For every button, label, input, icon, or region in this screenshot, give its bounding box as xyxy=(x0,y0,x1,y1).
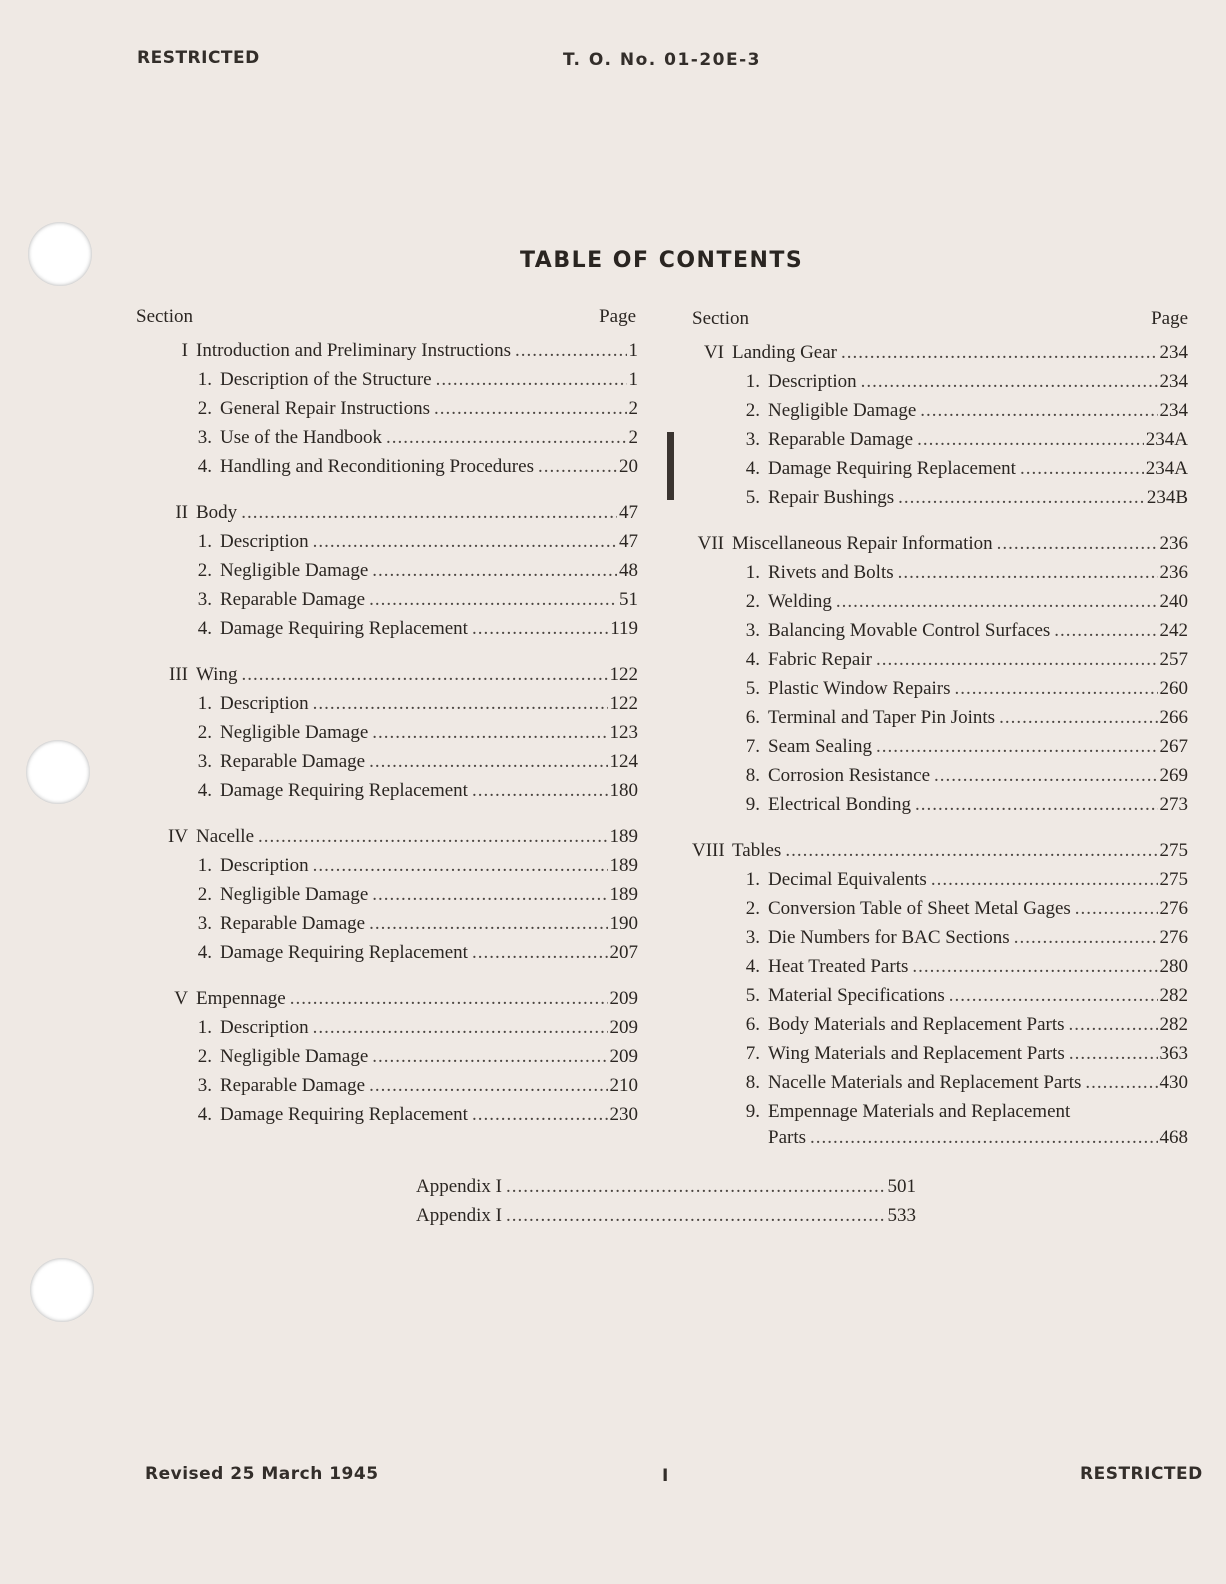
item-row xyxy=(692,956,1188,985)
page-number: 430 xyxy=(1159,1072,1188,1093)
item-title: Seam Sealing xyxy=(768,736,872,757)
page-number: 1 xyxy=(628,369,638,390)
page-number: 275 xyxy=(1159,840,1188,861)
item-title: Negligible Damage xyxy=(220,1046,369,1067)
item-number: 2. xyxy=(197,722,212,743)
item-title: Nacelle Materials and Replacement Parts xyxy=(768,1072,1082,1093)
section-title: Empennage xyxy=(196,988,286,1009)
leader-dots xyxy=(841,342,1158,364)
leader-dots xyxy=(472,618,608,640)
section-title: Nacelle xyxy=(196,826,255,847)
leader-dots xyxy=(369,913,607,935)
page-number: 210 xyxy=(609,1075,638,1096)
item-title: Fabric Repair xyxy=(768,649,872,670)
leader-dots xyxy=(836,591,1158,613)
item-number: 1. xyxy=(197,369,212,390)
item-number: 3. xyxy=(197,751,212,772)
item-row xyxy=(136,1017,638,1046)
leader-dots xyxy=(1069,1014,1158,1036)
page-number: 124 xyxy=(609,751,638,772)
item-row xyxy=(692,400,1188,429)
page-number: 257 xyxy=(1159,649,1188,670)
item-title: Corrosion Resistance xyxy=(768,765,931,786)
leader-dots xyxy=(538,456,617,478)
leader-dots xyxy=(290,988,608,1010)
item-number: 8. xyxy=(745,765,760,786)
item-number: 1. xyxy=(197,693,212,714)
item-number: 1. xyxy=(197,1017,212,1038)
item-title: Damage Requiring Replacement xyxy=(220,942,468,963)
page-number: 234A xyxy=(1145,429,1188,450)
leader-dots xyxy=(931,869,1158,891)
item-title: Negligible Damage xyxy=(220,560,369,581)
column-header xyxy=(136,306,638,340)
page-number: 276 xyxy=(1159,898,1188,919)
section-column-label: Section xyxy=(692,308,749,329)
item-number: 2. xyxy=(745,591,760,612)
appendix-title: Appendix I xyxy=(416,1205,503,1226)
page-number: 269 xyxy=(1159,765,1188,786)
leader-dots xyxy=(1020,458,1144,480)
item-row xyxy=(692,985,1188,1014)
appendix-entry xyxy=(416,1205,916,1234)
item-title: Damage Requiring Replacement xyxy=(220,618,468,639)
item-title: Description of the Structure xyxy=(220,369,432,390)
item-number: 9. xyxy=(745,1101,760,1122)
item-number: 4. xyxy=(745,649,760,670)
page-number: 236 xyxy=(1159,533,1188,554)
leader-dots xyxy=(436,369,627,391)
leader-dots xyxy=(920,400,1157,422)
page-number: 122 xyxy=(609,693,638,714)
page-column-label: Page xyxy=(1151,308,1188,329)
item-number: 2. xyxy=(197,560,212,581)
item-number: 3. xyxy=(197,427,212,448)
section-numeral: VI xyxy=(703,342,724,363)
section-numeral: VII xyxy=(697,533,724,554)
page-number: 266 xyxy=(1159,707,1188,728)
leader-dots xyxy=(313,531,617,553)
section-row xyxy=(136,988,638,1017)
item-title: General Repair Instructions xyxy=(220,398,430,419)
leader-dots xyxy=(1075,898,1158,920)
item-title: Reparable Damage xyxy=(220,1075,366,1096)
item-number: 2. xyxy=(197,1046,212,1067)
page-number: 123 xyxy=(609,722,638,743)
section-title: Body xyxy=(196,502,238,523)
leader-dots xyxy=(372,722,607,744)
item-title: Description xyxy=(220,1017,309,1038)
item-title: Conversion Table of Sheet Metal Gages xyxy=(768,898,1071,919)
leader-dots xyxy=(506,1205,885,1227)
page-number: 189 xyxy=(609,855,638,876)
leader-dots xyxy=(898,562,1158,584)
toc-section xyxy=(136,664,638,809)
item-number: 2. xyxy=(745,400,760,421)
page-number: 230 xyxy=(609,1104,638,1125)
section-numeral: IV xyxy=(167,826,188,847)
item-title: Reparable Damage xyxy=(220,751,366,772)
item-row xyxy=(136,1046,638,1075)
section-row xyxy=(692,342,1188,371)
item-title: Use of the Handbook xyxy=(220,427,382,448)
leader-dots xyxy=(898,487,1145,509)
appendix-page: 501 xyxy=(887,1176,916,1197)
leader-dots xyxy=(313,855,608,877)
item-number: 4. xyxy=(197,456,212,477)
item-title: Terminal and Taper Pin Joints xyxy=(768,707,996,728)
toc-sections xyxy=(136,340,638,1133)
page-number: 275 xyxy=(1159,869,1188,890)
page-number: 234 xyxy=(1159,342,1188,363)
item-row xyxy=(136,751,638,780)
item-row xyxy=(692,765,1188,794)
item-title: Damage Requiring Replacement xyxy=(768,458,1016,479)
item-title: Reparable Damage xyxy=(220,589,366,610)
item-number: 1. xyxy=(745,869,760,890)
page-number: 47 xyxy=(619,502,638,523)
item-row xyxy=(136,531,638,560)
leader-dots xyxy=(912,956,1157,978)
leader-dots xyxy=(369,1075,607,1097)
page-number: 2 xyxy=(628,398,638,419)
header-classification: RESTRICTED xyxy=(137,48,260,68)
item-number: 1. xyxy=(197,855,212,876)
leader-dots xyxy=(472,942,608,964)
item-number: 4. xyxy=(197,618,212,639)
item-number: 3. xyxy=(745,429,760,450)
appendix-list xyxy=(416,1176,916,1234)
item-number: 4. xyxy=(197,1104,212,1125)
leader-dots xyxy=(861,371,1158,393)
page-number: 234B xyxy=(1146,487,1188,508)
item-number: 3. xyxy=(197,589,212,610)
toc-section xyxy=(136,502,638,647)
page-number: 20 xyxy=(619,456,638,477)
item-row xyxy=(692,371,1188,400)
item-row xyxy=(692,458,1188,487)
item-row xyxy=(136,855,638,884)
page-number: 267 xyxy=(1159,736,1188,757)
section-title: Introduction and Preliminary Instructions xyxy=(196,340,512,361)
item-title: Welding xyxy=(768,591,832,612)
item-title: Wing Materials and Replacement Parts xyxy=(768,1043,1065,1064)
item-row xyxy=(136,884,638,913)
item-title: Plastic Window Repairs xyxy=(768,678,951,699)
item-row xyxy=(136,618,638,647)
page-column-label: Page xyxy=(599,306,636,327)
leader-dots xyxy=(997,533,1158,555)
item-number: 4. xyxy=(745,458,760,479)
leader-dots xyxy=(785,840,1157,862)
item-row xyxy=(136,427,638,456)
item-row xyxy=(136,398,638,427)
item-title: Description xyxy=(220,531,309,552)
item-row xyxy=(692,562,1188,591)
page-number: 209 xyxy=(609,1046,638,1067)
item-title: Negligible Damage xyxy=(768,400,917,421)
item-number: 2. xyxy=(745,898,760,919)
footer-classification: RESTRICTED xyxy=(1080,1464,1203,1484)
page-number: 363 xyxy=(1159,1043,1188,1064)
item-title: Empennage Materials and Replacement xyxy=(768,1101,1071,1122)
item-number: 5. xyxy=(745,985,760,1006)
item-row xyxy=(692,620,1188,649)
footer-revision-date: Revised 25 March 1945 xyxy=(145,1464,379,1484)
item-title: Negligible Damage xyxy=(220,722,369,743)
leader-dots xyxy=(313,1017,608,1039)
leader-dots xyxy=(949,985,1158,1007)
item-title: Description xyxy=(220,855,309,876)
page-number: 1 xyxy=(628,340,638,361)
leader-dots xyxy=(876,649,1158,671)
item-title: Heat Treated Parts xyxy=(768,956,909,977)
page-number: 234 xyxy=(1159,400,1188,421)
page-number: 122 xyxy=(609,664,638,685)
leader-dots xyxy=(1069,1043,1158,1065)
item-row xyxy=(692,707,1188,736)
section-numeral: III xyxy=(169,664,188,685)
page-number: 282 xyxy=(1159,1014,1188,1035)
item-title: Negligible Damage xyxy=(220,884,369,905)
leader-dots xyxy=(434,398,627,420)
item-number: 6. xyxy=(745,707,760,728)
toc-section xyxy=(136,826,638,971)
item-number: 7. xyxy=(745,736,760,757)
toc-section xyxy=(692,840,1188,1156)
item-row xyxy=(692,649,1188,678)
page-number: 207 xyxy=(609,942,638,963)
leader-dots xyxy=(372,884,607,906)
leader-dots xyxy=(386,427,627,449)
leader-dots xyxy=(372,560,617,582)
page-number: 260 xyxy=(1159,678,1188,699)
item-row xyxy=(136,913,638,942)
page-number: 2 xyxy=(628,427,638,448)
item-title: Parts xyxy=(768,1127,806,1148)
item-row xyxy=(136,780,638,809)
page-number: 242 xyxy=(1159,620,1188,641)
item-number: 4. xyxy=(197,942,212,963)
column-header xyxy=(692,308,1188,342)
section-row xyxy=(136,340,638,369)
item-row xyxy=(136,369,638,398)
section-numeral: VIII xyxy=(692,840,725,861)
item-number: 3. xyxy=(745,620,760,641)
item-title: Reparable Damage xyxy=(768,429,914,450)
appendix-entry xyxy=(416,1176,916,1205)
item-row xyxy=(136,722,638,751)
item-row xyxy=(692,869,1188,898)
item-row xyxy=(692,1043,1188,1072)
item-row xyxy=(692,678,1188,707)
item-title: Description xyxy=(768,371,857,392)
page-number: 468 xyxy=(1159,1127,1188,1148)
item-number: 1. xyxy=(745,562,760,583)
toc-section xyxy=(136,340,638,485)
page-number: 273 xyxy=(1159,794,1188,815)
item-row xyxy=(692,1072,1188,1101)
page-title: TABLE OF CONTENTS xyxy=(520,248,804,273)
leader-dots xyxy=(934,765,1157,787)
item-number: 3. xyxy=(745,927,760,948)
leader-dots xyxy=(1054,620,1157,642)
item-row xyxy=(692,591,1188,620)
page-number: 51 xyxy=(619,589,638,610)
item-title: Reparable Damage xyxy=(220,913,366,934)
item-number: 1. xyxy=(745,371,760,392)
section-row xyxy=(136,664,638,693)
punch-hole-bottom xyxy=(30,1258,94,1322)
item-number: 2. xyxy=(197,398,212,419)
page-number: 240 xyxy=(1159,591,1188,612)
item-row xyxy=(136,1075,638,1104)
item-row xyxy=(136,1104,638,1133)
item-title: Handling and Reconditioning Procedures xyxy=(220,456,534,477)
item-number: 2. xyxy=(197,884,212,905)
item-number: 1. xyxy=(197,531,212,552)
leader-dots xyxy=(506,1176,885,1198)
revision-bar xyxy=(667,432,674,500)
item-row xyxy=(692,927,1188,956)
item-row xyxy=(692,487,1188,516)
item-title: Repair Bushings xyxy=(768,487,895,508)
leader-dots xyxy=(1014,927,1158,949)
item-number: 9. xyxy=(745,794,760,815)
leader-dots xyxy=(369,589,617,611)
page-number: 282 xyxy=(1159,985,1188,1006)
page-number: 209 xyxy=(609,1017,638,1038)
item-number: 5. xyxy=(745,678,760,699)
page-number: 190 xyxy=(609,913,638,934)
section-title: Miscellaneous Repair Information xyxy=(732,533,993,554)
item-row xyxy=(136,589,638,618)
appendix-page: 533 xyxy=(887,1205,916,1226)
item-row xyxy=(136,693,638,722)
leader-dots xyxy=(472,1104,608,1126)
item-title: Damage Requiring Replacement xyxy=(220,780,468,801)
item-number: 7. xyxy=(745,1043,760,1064)
leader-dots xyxy=(999,707,1157,729)
appendix-title: Appendix I xyxy=(416,1176,503,1197)
section-title: Tables xyxy=(732,840,782,861)
section-numeral: I xyxy=(181,340,188,361)
item-number: 6. xyxy=(745,1014,760,1035)
page-number: 119 xyxy=(610,618,638,639)
item-title: Die Numbers for BAC Sections xyxy=(768,927,1010,948)
item-number: 5. xyxy=(745,487,760,508)
leader-dots xyxy=(915,794,1158,816)
item-row xyxy=(692,736,1188,765)
section-title: Wing xyxy=(196,664,238,685)
section-title: Landing Gear xyxy=(732,342,837,363)
item-row xyxy=(692,1127,1188,1156)
leader-dots xyxy=(369,751,607,773)
item-row xyxy=(136,560,638,589)
leader-dots xyxy=(1085,1072,1157,1094)
item-number: 3. xyxy=(197,913,212,934)
item-number: 4. xyxy=(745,956,760,977)
footer-page-number: I xyxy=(662,1466,669,1486)
header-document-number: T. O. No. 01-20E-3 xyxy=(563,50,761,70)
page-number: 48 xyxy=(619,560,638,581)
item-title: Material Specifications xyxy=(768,985,945,1006)
section-numeral: II xyxy=(175,502,188,523)
item-row xyxy=(692,1101,1188,1127)
item-number: 3. xyxy=(197,1075,212,1096)
leader-dots xyxy=(810,1127,1158,1149)
page-number: 234 xyxy=(1159,371,1188,392)
section-row xyxy=(136,502,638,531)
item-number: 4. xyxy=(197,780,212,801)
page-number: 189 xyxy=(609,884,638,905)
leader-dots xyxy=(917,429,1144,451)
page-number: 209 xyxy=(609,988,638,1009)
section-row xyxy=(136,826,638,855)
page-number: 236 xyxy=(1159,562,1188,583)
page-number: 280 xyxy=(1159,956,1188,977)
item-row xyxy=(692,794,1188,823)
punch-hole-top xyxy=(28,222,92,286)
item-title: Decimal Equivalents xyxy=(768,869,927,890)
leader-dots xyxy=(241,664,607,686)
toc-section xyxy=(692,342,1188,516)
section-column-label: Section xyxy=(136,306,193,327)
page-number: 180 xyxy=(609,780,638,801)
item-row xyxy=(136,942,638,971)
item-row xyxy=(692,429,1188,458)
leader-dots xyxy=(258,826,607,848)
leader-dots xyxy=(955,678,1158,700)
toc-sections xyxy=(692,342,1188,1156)
item-title: Rivets and Bolts xyxy=(768,562,894,583)
leader-dots xyxy=(241,502,617,524)
toc-section xyxy=(692,533,1188,823)
page-number: 47 xyxy=(619,531,638,552)
page-number: 234A xyxy=(1145,458,1188,479)
toc-right-column xyxy=(692,308,1188,1173)
item-row xyxy=(692,1014,1188,1043)
section-row xyxy=(692,533,1188,562)
item-number: 8. xyxy=(745,1072,760,1093)
item-title: Electrical Bonding xyxy=(768,794,911,815)
leader-dots xyxy=(876,736,1158,758)
leader-dots xyxy=(372,1046,607,1068)
leader-dots xyxy=(515,340,626,362)
page-number: 276 xyxy=(1159,927,1188,948)
item-row xyxy=(692,898,1188,927)
page-number: 189 xyxy=(609,826,638,847)
leader-dots xyxy=(472,780,608,802)
item-title: Damage Requiring Replacement xyxy=(220,1104,468,1125)
leader-dots xyxy=(313,693,608,715)
item-row xyxy=(136,456,638,485)
item-title: Description xyxy=(220,693,309,714)
item-title: Balancing Movable Control Surfaces xyxy=(768,620,1051,641)
section-numeral: V xyxy=(174,988,188,1009)
toc-section xyxy=(136,988,638,1133)
section-row xyxy=(692,840,1188,869)
item-title: Body Materials and Replacement Parts xyxy=(768,1014,1065,1035)
punch-hole-middle xyxy=(26,740,90,804)
toc-left-column xyxy=(136,306,638,1150)
